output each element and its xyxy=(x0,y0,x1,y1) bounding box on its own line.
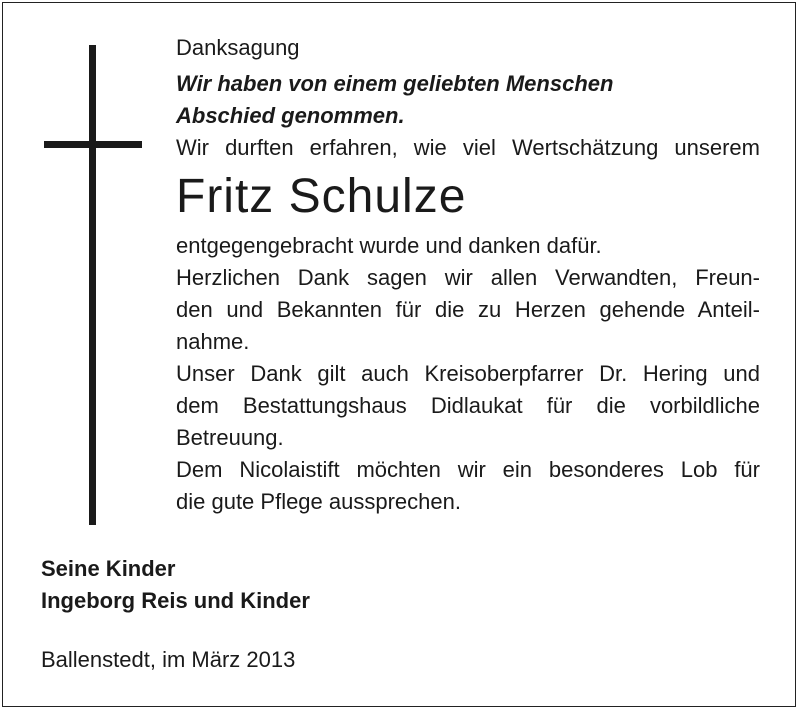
body-line-9: die gute Pflege aussprechen. xyxy=(176,489,461,514)
notice-heading: Danksagung xyxy=(176,35,300,60)
body-line-2: Herzlichen Dank sagen wir allen Verwandten, Freun- xyxy=(176,265,760,290)
body-line-8: Dem Nicolaistift möchten wir ein besonderes Lob für xyxy=(176,457,760,482)
notice-text xyxy=(176,32,760,518)
deceased-name: Fritz Schulze xyxy=(176,170,467,223)
headline-line-1: Wir haben von einem geliebten Menschen xyxy=(176,71,614,96)
cross-icon xyxy=(89,45,96,525)
body-line-3: den und Bekannten für die zu Herzen gehende Anteil- xyxy=(176,297,760,322)
body-line-4: nahme. xyxy=(176,329,250,354)
body-line-1: entgegengebracht wurde und danken dafür. xyxy=(176,233,602,258)
body-line-6: dem Bestattungshaus Didlaukat für die vorbildliche xyxy=(176,393,760,418)
signers xyxy=(41,553,310,617)
signer-2: Ingeborg Reis und Kinder xyxy=(41,588,310,613)
intro-line: Wir durften erfahren, wie viel Wertschätzung unserem xyxy=(176,135,760,160)
body-line-7: Betreuung. xyxy=(176,425,284,450)
signer-1: Seine Kinder xyxy=(41,556,176,581)
cross-icon-bar xyxy=(44,141,142,148)
body-line-5: Unser Dank gilt auch Kreisoberpfarrer Dr. Hering und xyxy=(176,361,760,386)
headline-line-2: Abschied genommen. xyxy=(176,103,405,128)
place-date: Ballenstedt, im März 2013 xyxy=(41,647,296,672)
